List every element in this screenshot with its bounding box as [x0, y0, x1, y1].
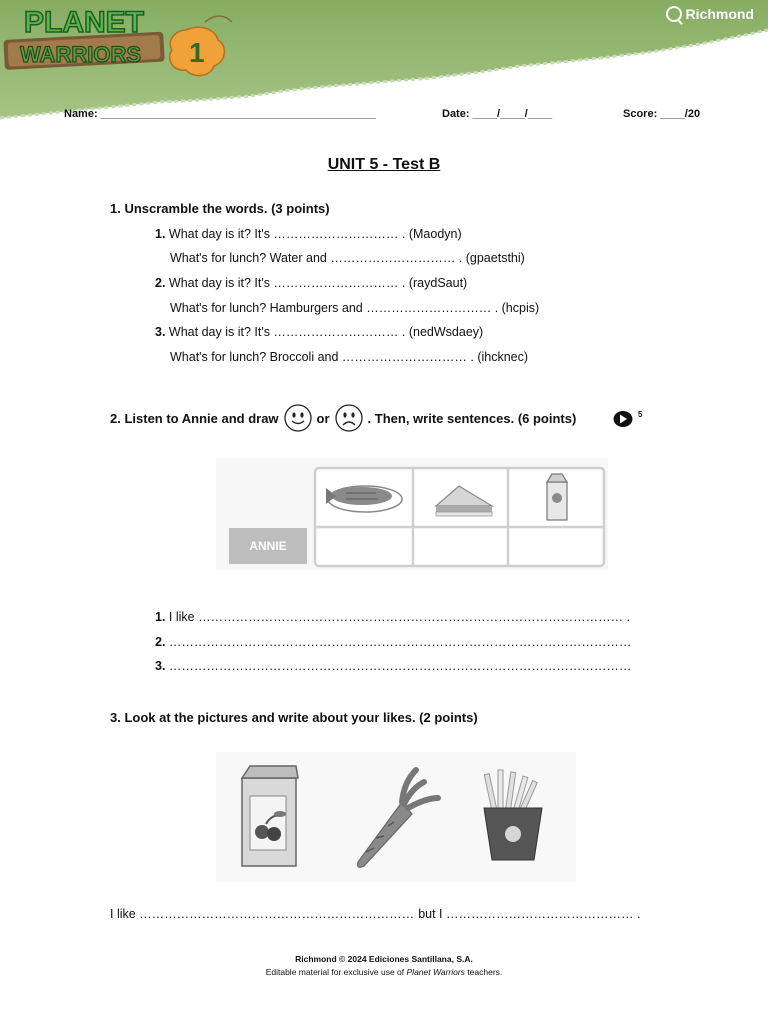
sentence-text[interactable]: I like ………………………………………………………………………………………… . [168, 610, 631, 624]
richmond-icon [666, 6, 682, 22]
happy-face-icon [283, 403, 313, 433]
richmond-logo [666, 6, 754, 22]
score-blank[interactable]: ____/20 [660, 108, 701, 120]
sentence-text[interactable]: ………………………………………………………………………………………………… [168, 635, 632, 649]
footer-series-name: Planet Warriors [406, 967, 465, 977]
question-text: What day is it? It's ………………………… . (raydSaut) [168, 276, 468, 290]
juice-carton-icon [242, 766, 298, 866]
logo-level-badge: 1 [189, 37, 205, 68]
score-field[interactable] [623, 108, 700, 120]
annie-label: ANNIE [249, 539, 287, 553]
section3-answer-line[interactable] [110, 907, 640, 921]
logo-planet: PLANET [24, 6, 144, 39]
date-label: Date: [442, 108, 470, 120]
item-number: 3. [155, 325, 166, 339]
dislikes-blank[interactable]: but I ……………………………………… . [418, 907, 641, 921]
section3-heading: 3. Look at the pictures and write about your likes. (2 points) [110, 710, 478, 725]
section2-heading [110, 403, 576, 433]
listening-table [216, 458, 608, 570]
section1-item1-question1 [155, 227, 462, 241]
planet-warriors-logo [0, 0, 240, 80]
section2-sentence1[interactable] [155, 610, 630, 624]
play-audio-icon[interactable] [613, 410, 635, 428]
section1-item3-question1 [155, 325, 483, 339]
section2-heading-part2: . Then, write sentences. (6 points) [367, 410, 577, 426]
section1-item2-question1 [155, 276, 467, 290]
audio-track-button[interactable] [613, 410, 642, 428]
footer-usage-note [0, 967, 768, 977]
name-label: Name: [64, 108, 98, 120]
likes-pictures [216, 752, 576, 882]
sentence-text[interactable]: ………………………………………………………………………………………………… [168, 659, 632, 673]
section2-sentence3[interactable] [155, 659, 631, 673]
date-field[interactable] [442, 108, 552, 120]
logo-warriors: WARRIORS [20, 42, 141, 67]
section1-item1-question2: What's for lunch? Water and ………………………… . (gpaetsthi) [170, 251, 525, 265]
section1-item3-question2: What's for lunch? Broccoli and ………………………… . (ihcknec) [170, 350, 529, 364]
section2-heading-or: or [316, 410, 330, 426]
footer-copyright: Richmond © 2024 Ediciones Santillana, S.A. [295, 954, 473, 964]
likes-blank[interactable]: I like ………………………………………………………… [110, 907, 415, 921]
question-text: What day is it? It's ………………………… . (nedWsdaey) [168, 325, 484, 339]
name-blank[interactable]: _____________________________________________ [100, 108, 376, 120]
section1-heading: 1. Unscramble the words. (3 points) [110, 201, 330, 216]
section2-heading-part1: 2. Listen to Annie and draw [110, 410, 279, 426]
section1-item2-question2: What's for lunch? Hamburgers and ………………………… . (hcpis) [170, 301, 540, 315]
sentence-number: 2. [155, 635, 166, 649]
milk-carton-icon [547, 474, 567, 520]
name-field[interactable] [64, 108, 376, 120]
footer-usage-end: teachers. [467, 967, 503, 977]
date-blank[interactable]: ____/____/____ [472, 108, 553, 120]
audio-track-number: 5 [638, 410, 643, 419]
sad-face-icon [334, 403, 364, 433]
page-title: UNIT 5 - Test B [327, 156, 441, 173]
fish-plate-icon [326, 486, 402, 512]
sentence-number: 1. [155, 610, 166, 624]
section2-sentence2[interactable] [155, 635, 631, 649]
sentence-number: 3. [155, 659, 166, 673]
item-number: 2. [155, 276, 166, 290]
question-text: What day is it? It's ………………………… . (Maodyn) [168, 227, 462, 241]
brand-name: Richmond [685, 6, 754, 22]
footer-usage-text: Editable material for exclusive use of [265, 967, 405, 977]
item-number: 1. [155, 227, 166, 241]
score-label: Score: [623, 108, 658, 120]
